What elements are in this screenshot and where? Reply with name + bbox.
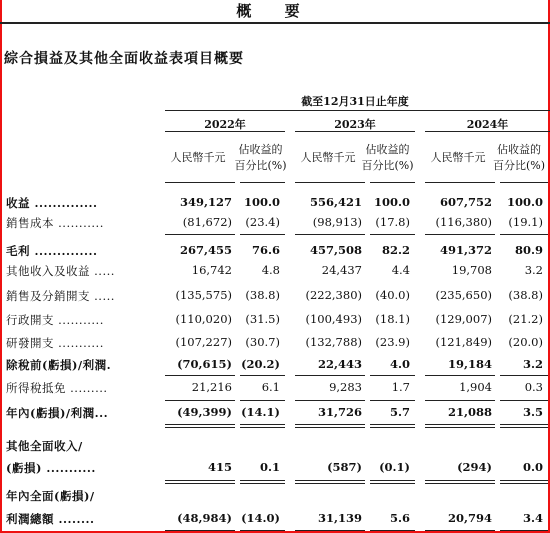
row-cell: 21,216 [191,380,232,394]
table-row [0,509,550,529]
total-double-rule [165,480,235,481]
subtotal-rule [370,375,415,376]
subtotal-rule [295,375,365,376]
year-2024-rule [425,131,550,132]
section-heading: 綜合損益及其他全面收益表項目概要 [4,51,244,67]
period-caption: 截至12月31日止年度 [301,95,409,108]
table-row [0,286,550,306]
row-cell: (20.0) [508,335,543,349]
total-double-rule [240,427,285,428]
row-cell: (107,227) [175,335,232,349]
table-row [0,458,550,478]
total-double-rule [370,483,415,484]
row-cell: 491,372 [439,243,492,257]
total-double-rule [165,483,235,484]
total-double-rule [500,424,548,425]
row-label: 毛利 .............. [6,244,98,258]
col-head-pct-line2: 百分比(%) [492,159,546,172]
row-cell: (38.8) [508,288,543,302]
total-double-rule [500,427,548,428]
total-double-rule [240,530,285,531]
title-rule [0,22,550,24]
row-cell: (121,849) [435,335,492,349]
total-double-rule [240,480,285,481]
col-head-amount-2022: 人民幣千元 [170,151,226,164]
row-cell: 100.0 [243,195,280,209]
subtotal-rule [425,400,495,401]
total-double-rule [500,530,548,531]
row-cell: (21.2) [508,312,543,326]
subtotal-rule [240,234,285,235]
row-cell: (70,615) [177,357,232,371]
total-double-rule [295,480,365,481]
row-cell: 19,708 [451,263,492,277]
row-cell: (14.1) [241,405,280,419]
col-head-rule [240,182,285,183]
table-row [0,436,550,456]
total-double-rule [295,427,365,428]
row-cell: 5.7 [389,405,410,419]
year-2023-rule [295,131,415,132]
table-row [0,310,550,330]
subtotal-rule [165,400,235,401]
col-head-pct-line2: 百分比(%) [361,159,414,172]
row-label: 銷售成本 ........... [6,216,104,230]
total-double-rule [425,424,495,425]
row-cell: 0.0 [522,460,543,474]
row-label: 銷售及分銷開支 ..... [6,289,115,303]
row-cell: (0.1) [379,460,410,474]
subtotal-rule [165,234,235,235]
total-double-rule [500,483,548,484]
total-double-rule [240,424,285,425]
row-cell: (135,575) [175,288,232,302]
total-double-rule [165,530,235,531]
row-label: (虧損) ........... [6,461,96,475]
total-double-rule [425,483,495,484]
row-cell: 31,139 [317,511,362,525]
row-cell: 3.5 [522,405,543,419]
row-cell: 21,088 [447,405,492,419]
col-head-rule [165,182,235,183]
row-cell: 16,742 [191,263,232,277]
row-label: 研發開支 ........... [6,336,104,350]
row-label: 所得稅抵免 ......... [6,381,108,395]
row-cell: 9,283 [329,380,362,394]
table-row [0,213,550,233]
subtotal-rule [295,400,365,401]
row-cell: 415 [207,460,232,474]
subtotal-rule [425,234,495,235]
row-cell: 3.2 [522,357,543,371]
subtotal-rule [500,400,548,401]
total-double-rule [295,530,365,531]
col-head-pct-line1: 佔收益的 [238,143,283,156]
row-cell: (100,493) [305,312,362,326]
year-2023: 2023年 [334,118,376,131]
row-cell: (17.8) [375,215,410,229]
row-cell: (222,380) [305,288,362,302]
table-row [0,403,550,423]
row-cell: 19,184 [447,357,492,371]
total-double-rule [370,480,415,481]
subtotal-rule [370,400,415,401]
row-cell: 0.1 [259,460,280,474]
row-cell: (132,788) [305,335,362,349]
row-cell: (294) [457,460,492,474]
col-head-pct-line1: 佔收益的 [497,143,541,156]
row-cell: 5.6 [389,511,410,525]
row-cell: 100.0 [373,195,410,209]
row-cell: 24,437 [321,263,362,277]
col-head-amount-2024: 人民幣千元 [430,151,486,164]
row-cell: (81,672) [182,215,232,229]
total-double-rule [295,483,365,484]
row-cell: (20.2) [241,357,280,371]
total-double-rule [370,530,415,531]
total-double-rule [165,424,235,425]
row-cell: 82.2 [381,243,410,257]
col-head-pct-line1: 佔收益的 [365,143,410,156]
col-head-pct-2024 [490,142,548,174]
row-label: 收益 .............. [6,196,98,210]
col-head-rule [295,182,365,183]
year-2022: 2022年 [204,118,246,131]
year-2022-rule [165,131,285,132]
row-cell: 6.1 [261,380,280,394]
total-double-rule [425,480,495,481]
row-label: 利潤總額 ........ [6,512,95,526]
row-label: 行政開支 ........... [6,313,104,327]
row-cell: 31,726 [317,405,362,419]
col-head-pct-2023 [360,142,415,174]
subtotal-rule [240,400,285,401]
row-cell: (19.1) [508,215,543,229]
row-cell: 457,508 [309,243,362,257]
row-cell: 22,443 [317,357,362,371]
row-cell: 607,752 [439,195,492,209]
row-cell: (587) [327,460,362,474]
total-double-rule [370,424,415,425]
total-double-rule [295,424,365,425]
row-cell: (48,984) [177,511,232,525]
row-cell: 4.0 [389,357,410,371]
total-double-rule [370,427,415,428]
col-head-pct-line2: 百分比(%) [234,159,287,172]
row-label: 年內全面(虧損)/ [6,489,95,503]
row-cell: 80.9 [514,243,543,257]
table-row [0,486,550,506]
col-head-rule [500,182,548,183]
row-cell: (129,007) [435,312,492,326]
col-head-rule [370,182,415,183]
row-cell: 0.3 [524,380,543,394]
col-head-amount-2023: 人民幣千元 [300,151,356,164]
subtotal-rule [295,234,365,235]
row-cell: (40.0) [375,288,410,302]
table-row [0,333,550,353]
row-cell: (38.8) [245,288,280,302]
row-cell: 267,455 [179,243,232,257]
row-cell: 3.2 [524,263,543,277]
period-caption-rule [165,110,550,111]
total-double-rule [425,427,495,428]
total-double-rule [165,427,235,428]
col-head-rule [425,182,495,183]
row-cell: (116,380) [435,215,492,229]
subtotal-rule [500,234,548,235]
page-title: 概 要 [236,2,314,20]
row-cell: (110,020) [175,312,232,326]
row-label: 年內(虧損)/利潤... [6,406,109,420]
total-double-rule [500,480,548,481]
row-label: 其他收入及收益 ..... [6,264,115,278]
row-cell: (14.0) [241,511,280,525]
table-row [0,355,550,375]
total-double-rule [425,530,495,531]
subtotal-rule [165,375,235,376]
row-cell: 4.4 [391,263,410,277]
row-cell: (235,650) [435,288,492,302]
col-head-pct-2022 [233,142,288,174]
row-cell: 1,904 [459,380,492,394]
row-cell: 100.0 [506,195,543,209]
row-cell: (31.5) [245,312,280,326]
row-cell: 349,127 [179,195,232,209]
row-cell: (23.9) [375,335,410,349]
table-row [0,378,550,398]
row-cell: 76.6 [251,243,280,257]
subtotal-rule [425,375,495,376]
row-cell: (49,399) [177,405,232,419]
subtotal-rule [500,375,548,376]
row-label: 其他全面收入/ [6,439,83,453]
row-label: 除稅前(虧損)/利潤. [6,358,112,372]
row-cell: 20,794 [447,511,492,525]
total-double-rule [240,483,285,484]
table-row [0,241,550,261]
row-cell: (98,913) [312,215,362,229]
table-row [0,193,550,213]
year-2024: 2024年 [466,118,509,131]
row-cell: 556,421 [309,195,362,209]
row-cell: (18.1) [375,312,410,326]
subtotal-rule [240,375,285,376]
row-cell: 4.8 [261,263,280,277]
row-cell: (30.7) [245,335,280,349]
row-cell: (23.4) [245,215,280,229]
table-row [0,261,550,281]
subtotal-rule [370,234,415,235]
row-cell: 1.7 [391,380,410,394]
row-cell: 3.4 [522,511,543,525]
